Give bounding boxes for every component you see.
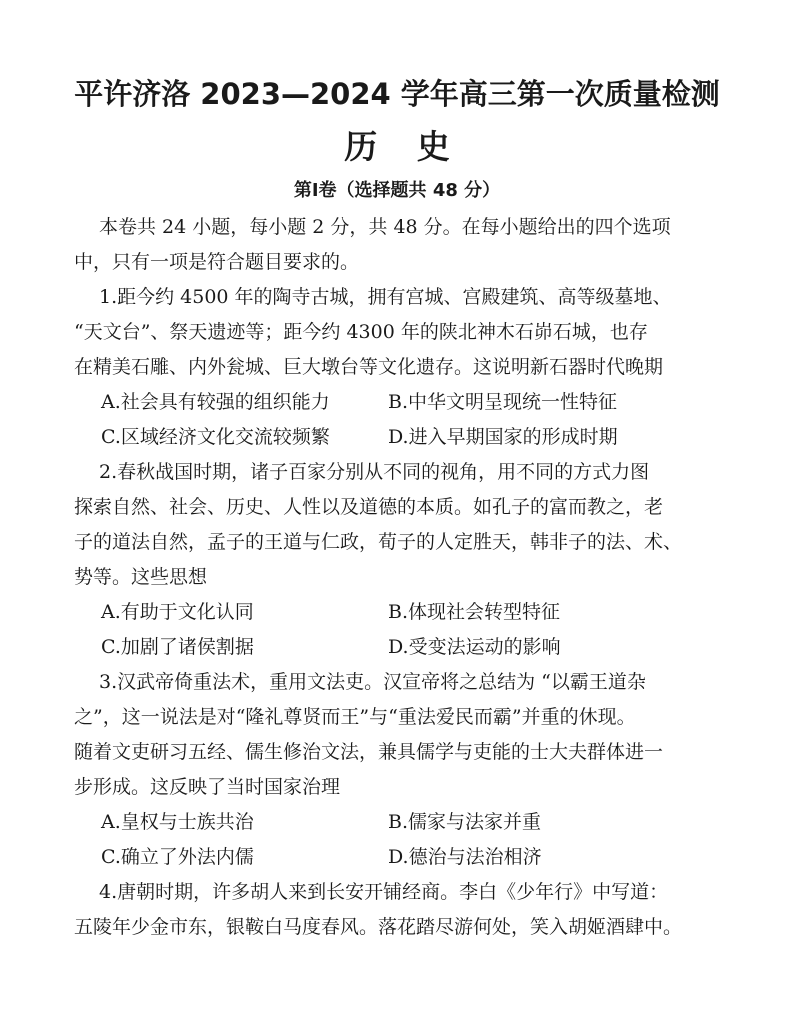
question-2-option-b: B.体现社会转型特征: [388, 601, 561, 623]
instruction-line-2: 中，只有一项是符合题目要求的。: [74, 251, 360, 273]
question-3-option-a: A.皇权与士族共治: [101, 811, 254, 833]
question-4-line-1: 4.唐朝时期，许多胡人来到长安开铺经商。李白《少年行》中写道：: [99, 881, 669, 903]
instruction-line-1: 本卷共 24 小题，每小题 2 分，共 48 分。在每小题给出的四个选项: [99, 216, 671, 238]
question-1-line-1: 1.距今约 4500 年的陶寺古城，拥有宫城、宫殿建筑、高等级墓地、: [99, 286, 672, 308]
question-2-line-4: 势等。这些思想: [74, 566, 208, 588]
question-3-line-1: 3.汉武帝倚重法术，重用文法吏。汉宣帝将之总结为 “以霸王道杂: [99, 671, 646, 693]
question-3-line-4: 步形成。这反映了当时国家治理: [74, 776, 341, 798]
question-2-option-d: D.受变法运动的影响: [388, 636, 561, 658]
question-1-option-d: D.进入早期国家的形成时期: [388, 426, 618, 448]
question-3-line-3: 随着文吏研习五经、儒生修治文法，兼具儒学与吏能的士大夫群体进一: [74, 741, 664, 763]
question-3-option-c: C.确立了外法内儒: [101, 846, 254, 868]
question-1-option-a: A.社会具有较强的组织能力: [101, 391, 330, 413]
question-1-option-c: C.区域经济文化交流较频繁: [101, 426, 330, 448]
question-2-line-2: 探索自然、社会、历史、人性以及道德的本质。如孔子的富而教之，老: [74, 496, 664, 518]
question-2-option-a: A.有助于文化认同: [101, 601, 254, 623]
section-title: 第Ⅰ卷（选择题共 48 分）: [293, 180, 501, 201]
question-3-option-b: B.儒家与法家并重: [388, 811, 542, 833]
question-4-line-2: 五陵年少金市东，银鞍白马度春风。落花踏尽游何处，笑入胡姬酒肆中。: [74, 916, 683, 938]
question-1-line-3: 在精美石雕、内外瓮城、巨大墩台等文化遗存。这说明新石器时代晚期: [74, 356, 664, 378]
exam-title: 平许济洛 2023—2024 学年高三第一次质量检测: [74, 77, 720, 111]
subject-title: 历 史: [344, 127, 464, 166]
question-2-option-c: C.加剧了诸侯割据: [101, 636, 254, 658]
question-1-option-b: B.中华文明呈现统一性特征: [388, 391, 618, 413]
question-1-line-2: “天文台”、祭天遗迹等；距今约 4300 年的陕北神木石峁石城，也存: [74, 321, 648, 343]
question-3-line-2: 之”，这一说法是对“隆礼尊贤而王”与“重法爱民而霸”并重的休现。: [74, 706, 636, 728]
question-3-option-d: D.德治与法治相济: [388, 846, 542, 868]
question-2-line-3: 子的道法自然，孟子的王道与仁政，荀子的人定胜天，韩非子的法、术、: [74, 531, 683, 553]
question-2-line-1: 2.春秋战国时期，诸子百家分别从不同的视角，用不同的方式力图: [99, 461, 650, 483]
